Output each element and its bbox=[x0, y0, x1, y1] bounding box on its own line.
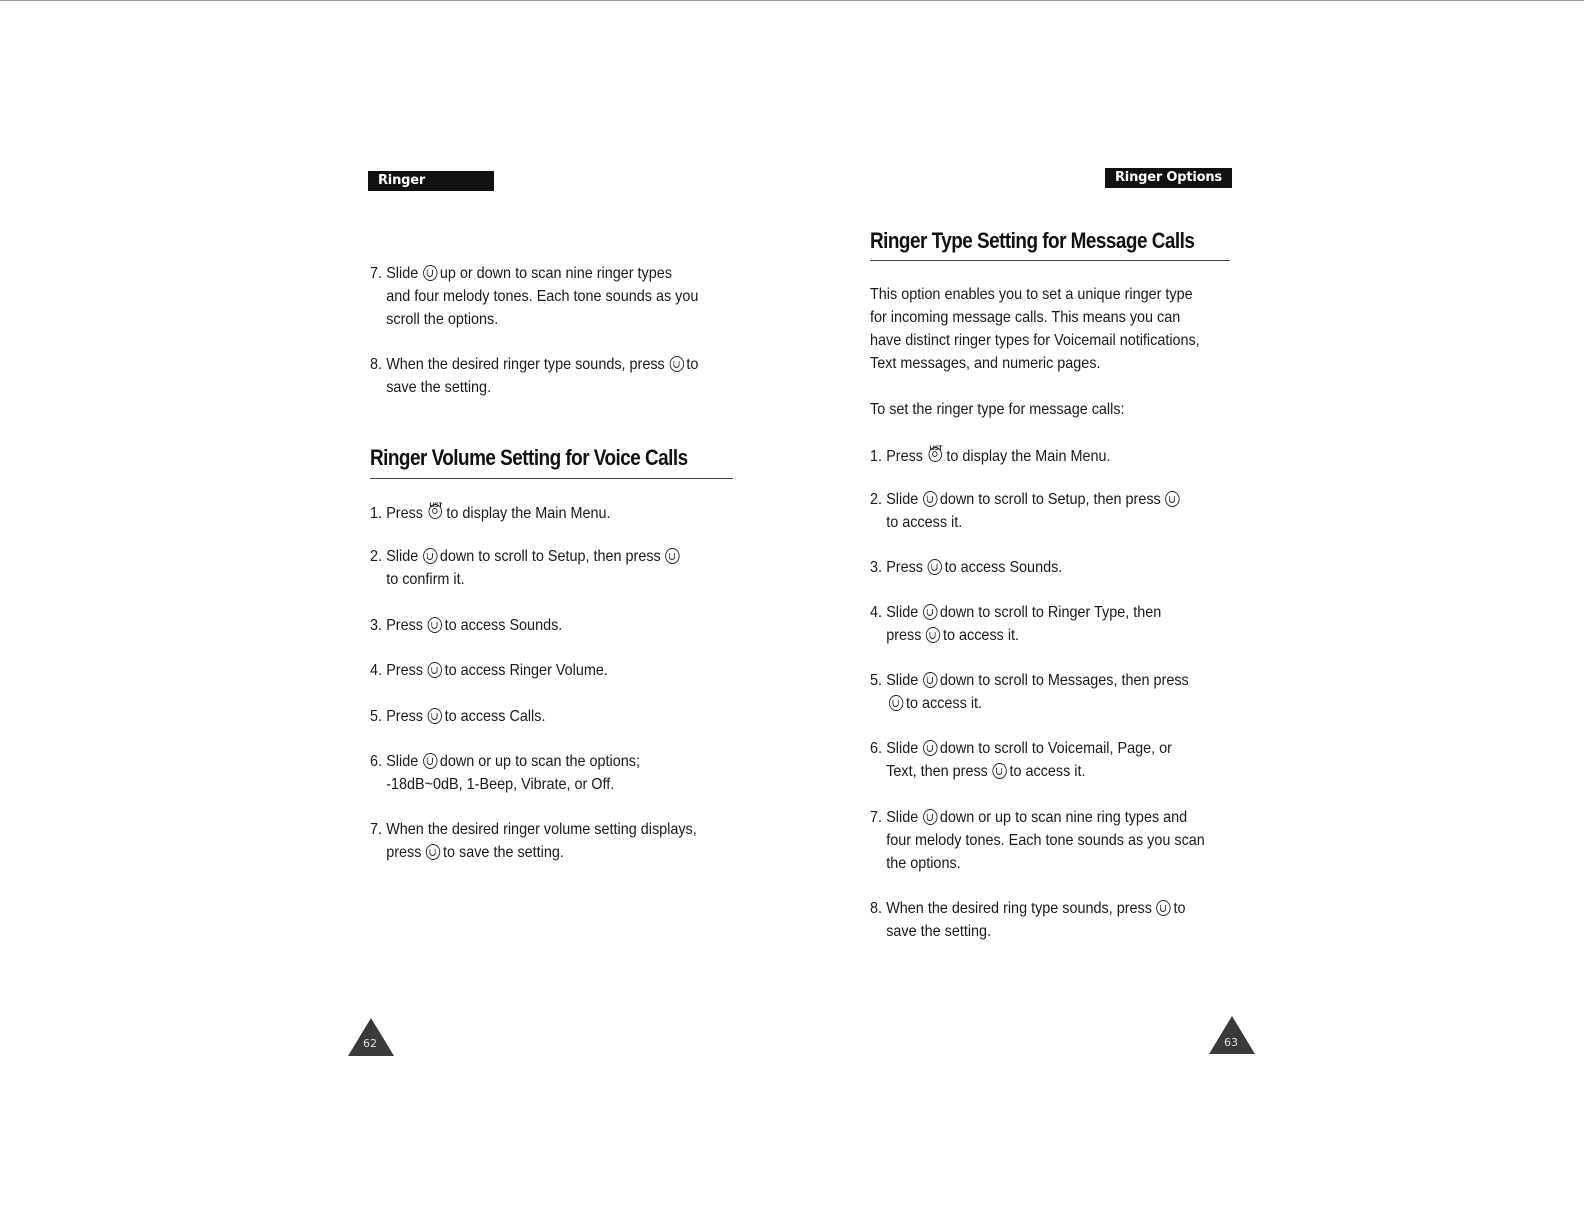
ok-key-icon bbox=[669, 356, 683, 372]
paragraph-line: have distinct ringer types for Voicemail notifications, bbox=[870, 332, 1200, 349]
right-step-4 bbox=[870, 601, 1163, 647]
step-text: Slide bbox=[886, 740, 919, 757]
page-number-left: 62 bbox=[363, 1037, 377, 1050]
left-step-4 bbox=[370, 659, 610, 682]
paragraph-line: This option enables you to set a unique ringer type bbox=[870, 286, 1193, 303]
right-step-5 bbox=[870, 669, 1191, 715]
step-number: 5. bbox=[870, 672, 883, 689]
step-number: 4. bbox=[370, 662, 383, 679]
step-text: to access it. bbox=[886, 514, 963, 531]
list-key-icon bbox=[428, 500, 444, 522]
step-text: four melody tones. Each tone sounds as you scan bbox=[886, 832, 1205, 849]
nav-key-icon bbox=[423, 548, 437, 564]
ok-key-icon bbox=[928, 559, 942, 575]
step-text: to confirm it. bbox=[386, 571, 465, 588]
nav-key-icon bbox=[923, 740, 937, 756]
step-number: 5. bbox=[370, 708, 383, 725]
step-text: to access Calls. bbox=[444, 708, 546, 725]
left-step-6 bbox=[370, 750, 642, 796]
step-text: Slide bbox=[886, 672, 919, 689]
ok-key-icon bbox=[665, 548, 679, 564]
step-text: Slide bbox=[886, 809, 919, 826]
step-number: 7. bbox=[370, 821, 383, 838]
right-section-heading: Ringer Type Setting for Message Calls bbox=[870, 228, 1195, 253]
left-step-8a bbox=[370, 353, 700, 399]
step-number: 1. bbox=[870, 448, 883, 465]
step-number: 2. bbox=[870, 491, 883, 508]
right-lead-text: To set the ringer type for message calls: bbox=[870, 401, 1125, 418]
ok-key-icon bbox=[992, 763, 1006, 779]
paragraph-line: Text messages, and numeric pages. bbox=[870, 355, 1101, 372]
step-text: -18dB~0dB, 1-Beep, Vibrate, or Off. bbox=[386, 776, 615, 793]
step-text: Slide bbox=[886, 491, 919, 508]
list-key-label: LIST bbox=[429, 502, 443, 509]
step-text: to access Sounds. bbox=[444, 617, 563, 634]
nav-key-icon bbox=[923, 491, 937, 507]
ok-key-icon bbox=[1156, 900, 1170, 916]
left-step-2 bbox=[370, 545, 682, 591]
ok-key-icon bbox=[428, 617, 442, 633]
ok-key-icon bbox=[426, 844, 440, 860]
step-text: Press bbox=[386, 505, 424, 522]
section-tag-right: Ringer Options bbox=[1105, 168, 1232, 188]
nav-key-icon bbox=[423, 753, 437, 769]
step-number: 8. bbox=[870, 900, 883, 917]
step-text: up or down to scan nine ringer types bbox=[439, 265, 672, 282]
page-number-right: 63 bbox=[1224, 1036, 1238, 1049]
step-text: down to scroll to Voicemail, Page, or bbox=[939, 740, 1172, 757]
step-text: down to scroll to Messages, then press bbox=[939, 672, 1189, 689]
left-step-7a bbox=[370, 262, 700, 331]
right-step-6 bbox=[870, 737, 1174, 783]
ok-key-icon bbox=[428, 662, 442, 678]
right-step-3 bbox=[870, 556, 1064, 579]
step-text: down or up to scan nine ring types and bbox=[939, 809, 1188, 826]
step-text: Slide bbox=[386, 753, 419, 770]
step-text: the options. bbox=[886, 855, 961, 872]
step-text: to access it. bbox=[943, 627, 1020, 644]
step-number: 3. bbox=[370, 617, 383, 634]
step-number: 1. bbox=[370, 505, 383, 522]
step-number: 6. bbox=[370, 753, 383, 770]
step-text: Slide bbox=[886, 604, 919, 621]
step-text: to bbox=[686, 356, 699, 373]
left-step-5 bbox=[370, 705, 547, 728]
step-text: Slide bbox=[386, 265, 419, 282]
step-text: to display the Main Menu. bbox=[446, 505, 611, 522]
ok-key-icon bbox=[926, 627, 940, 643]
step-text: Press bbox=[386, 662, 424, 679]
step-text: save the setting. bbox=[386, 379, 492, 396]
step-text: to access Sounds. bbox=[944, 559, 1063, 576]
right-intro-paragraph bbox=[870, 283, 1200, 375]
step-text: down to scroll to Setup, then press bbox=[439, 548, 661, 565]
paragraph-line: for incoming message calls. This means you can bbox=[870, 309, 1181, 326]
ok-key-icon bbox=[889, 695, 903, 711]
step-number: 6. bbox=[870, 740, 883, 757]
top-border bbox=[0, 0, 1584, 1]
nav-key-icon bbox=[923, 809, 937, 825]
step-number: 3. bbox=[870, 559, 883, 576]
ok-key-icon bbox=[428, 708, 442, 724]
step-text: and four melody tones. Each tone sounds as you bbox=[386, 288, 699, 305]
step-text: Text, then press bbox=[886, 763, 988, 780]
step-text: to access it. bbox=[906, 695, 983, 712]
right-step-7 bbox=[870, 806, 1207, 875]
step-text: down or up to scan the options; bbox=[439, 753, 640, 770]
step-number: 2. bbox=[370, 548, 383, 565]
step-number: 7. bbox=[870, 809, 883, 826]
right-step-1 bbox=[870, 443, 1112, 468]
step-text: to save the setting. bbox=[443, 844, 564, 861]
section-tag-left: Ringer Options bbox=[368, 171, 494, 191]
step-text: press bbox=[386, 844, 422, 861]
step-number: 4. bbox=[870, 604, 883, 621]
step-text: Press bbox=[386, 708, 424, 725]
step-text: scroll the options. bbox=[386, 311, 499, 328]
nav-key-icon bbox=[923, 604, 937, 620]
left-step-3 bbox=[370, 614, 564, 637]
heading-rule bbox=[370, 478, 733, 479]
step-text: When the desired ringer type sounds, press bbox=[386, 356, 665, 373]
list-key-icon bbox=[928, 443, 944, 465]
step-number: 8. bbox=[370, 356, 383, 373]
step-text: Press bbox=[386, 617, 424, 634]
step-text: Press bbox=[886, 448, 924, 465]
step-text: to access it. bbox=[1009, 763, 1086, 780]
step-text: When the desired ringer volume setting displays, bbox=[386, 821, 697, 838]
list-key-label: LIST bbox=[929, 445, 943, 452]
step-text: to bbox=[1173, 900, 1186, 917]
left-step-1 bbox=[370, 500, 612, 525]
nav-key-icon bbox=[423, 265, 437, 281]
step-number: 7. bbox=[370, 265, 383, 282]
step-text: to access Ringer Volume. bbox=[444, 662, 608, 679]
step-text: When the desired ring type sounds, press bbox=[886, 900, 1152, 917]
step-text: press bbox=[886, 627, 922, 644]
step-text: down to scroll to Setup, then press bbox=[939, 491, 1161, 508]
step-text: save the setting. bbox=[886, 923, 992, 940]
step-text: Slide bbox=[386, 548, 419, 565]
step-text: to display the Main Menu. bbox=[946, 448, 1111, 465]
ok-key-icon bbox=[1165, 491, 1179, 507]
step-text: down to scroll to Ringer Type, then bbox=[939, 604, 1162, 621]
step-text: Press bbox=[886, 559, 924, 576]
right-step-8 bbox=[870, 897, 1187, 943]
left-step-7 bbox=[370, 818, 699, 864]
right-step-2 bbox=[870, 488, 1182, 534]
nav-key-icon bbox=[923, 672, 937, 688]
left-section-heading: Ringer Volume Setting for Voice Calls bbox=[370, 445, 688, 470]
heading-rule bbox=[870, 260, 1230, 261]
